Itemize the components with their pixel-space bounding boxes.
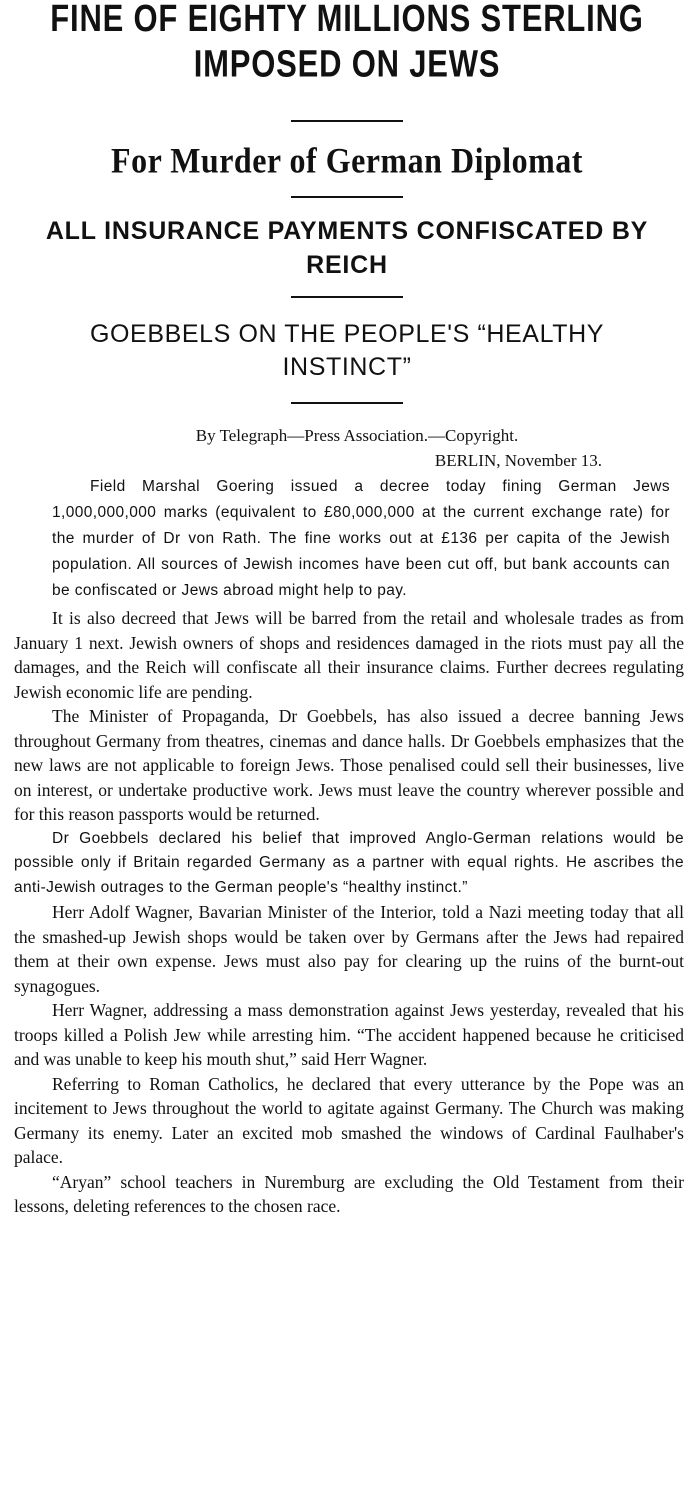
main-headline: FINE OF EIGHTY MILLIONS STERLING IMPOSED ON JEWS	[50, 0, 644, 85]
paragraph: Herr Adolf Wagner, Bavarian Minister of the Interior, told a Nazi meeting today that all the smashed-up Jewish shops would be taken over by Germans after the Jews had repaired them at their own expense. Jews must also pay for clearing up the ruins of the burnt-out synagogues.	[14, 902, 684, 996]
paragraph: Herr Wagner, addressing a mass demonstration against Jews yesterday, revealed that his troops killed a Polish Jew while arresting him. “The accident happened because he criticised and was unable to keep his mouth shut,” said Herr Wagner.	[14, 1000, 684, 1069]
main-headline-block	[0, 0, 694, 96]
paragraph: It is also decreed that Jews will be barred from the retail and wholesale trades as from January 1 next. Jewish owners of shops and residences damaged in the riots must pay all the damages, and the Reich will confiscate all their insurance claims. Further decrees regulating Jewish economic life are pending.	[14, 608, 684, 702]
paragraph: The Minister of Propaganda, Dr Goebbels, has also issued a decree banning Jews throughout Germany from theatres, cinemas and dance halls. Dr Goebbels emphasizes that the new laws are not applicable to foreign Jews. Those penalised could sell their businesses, live on interest, or undertake productive work. Jews must leave the country wherever possible and for this reason passports would be returned.	[14, 706, 684, 824]
dateline: BERLIN, November 13.	[434, 451, 602, 470]
paragraph: Dr Goebbels declared his belief that improved Anglo-German relations would be possible only if Britain regarded Germany as a partner with equal rights. He ascribes the anti-Jewish outrages to the German people's “healthy instinct.”	[14, 829, 684, 896]
paragraph: “Aryan” school teachers in Nuremburg are excluding the Old Testament from their lessons, deleting references to the chosen race.	[14, 1171, 684, 1216]
deck-headline-2: ALL INSURANCE PAYMENTS CONFISCATED BY REICH	[45, 217, 649, 279]
paragraph: Referring to Roman Catholics, he declared that every utterance by the Pope was an incitement to Jews throughout the world to agitate against Germany. The Church was making Germany its enemy. Later an excited mob smashed the windows of Cardinal Faulhaber's palace.	[14, 1073, 684, 1167]
deck-headline-1: For Murder of German Diplomat	[111, 139, 583, 181]
byline: By Telegraph—Press Association.—Copyright.	[195, 426, 519, 445]
deck-headline-3: GOEBBELS ON THE PEOPLE'S “HEALTHY INSTINCT”	[89, 320, 605, 381]
paragraph: Field Marshal Goering issued a decree today fining German Jews 1,000,000,000 marks (equivalent to £80,000,000 at the current exchange rate) for the murder of Dr von Rath. The fine works out at £136 per capita of the Jewish population. All sources of Jewish incomes have been cut off, but bank accounts can be confiscated or Jews abroad might help to pay.	[52, 478, 670, 599]
